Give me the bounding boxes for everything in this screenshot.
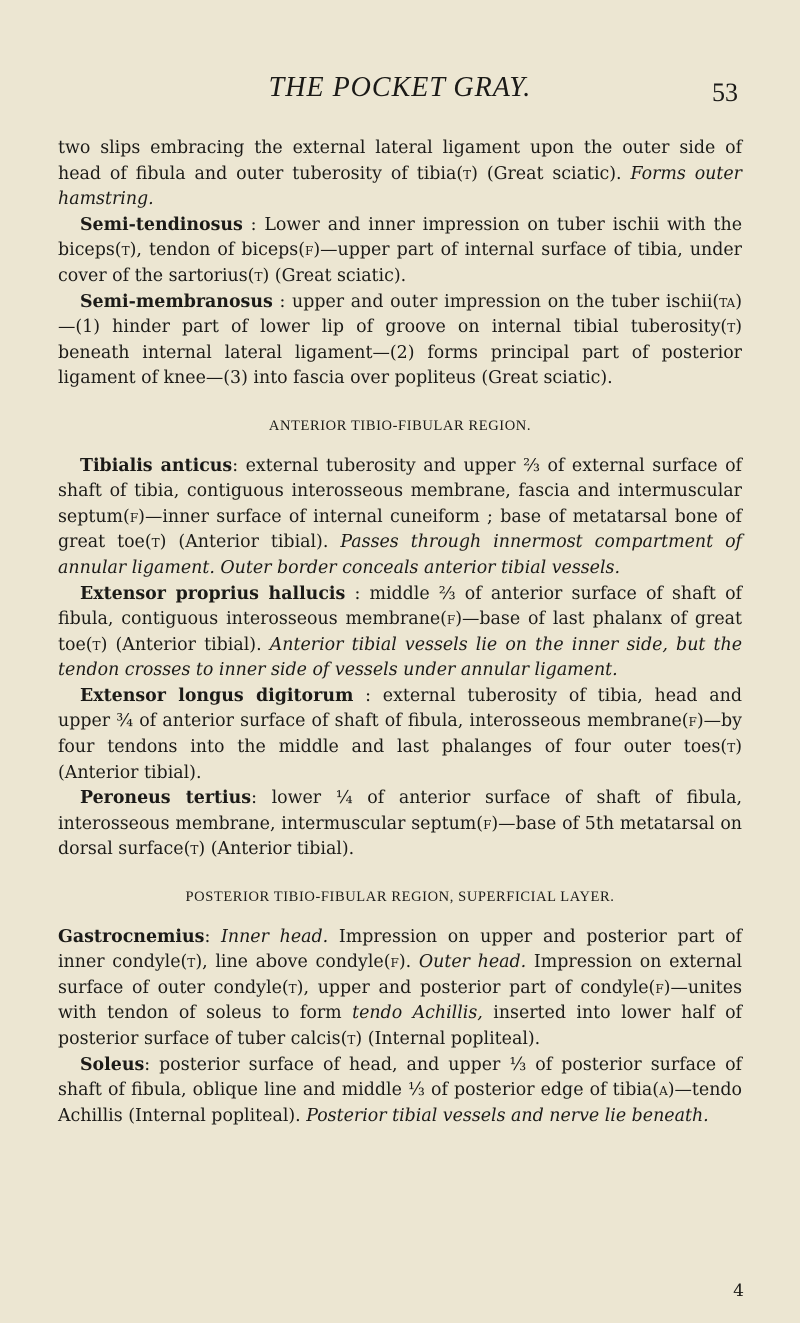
- entry-tibialis-anticus: [58, 454, 742, 582]
- signature-mark: 4: [733, 1281, 744, 1301]
- note-italic: Forms outer hamstring.: [58, 163, 742, 210]
- text-run: : middle: [345, 583, 439, 604]
- text-run: ) (Internal popliteal).: [355, 1029, 541, 1049]
- note-italic: Posterior tibial vessels and nerve lie beneath.: [306, 1105, 709, 1126]
- text-run: inserted into lower half of posterior surface of tuber calcis(: [58, 1003, 742, 1049]
- text-run: of posterior edge of tibia(: [424, 1080, 660, 1101]
- text-run: : external tuberosity of tibia, head and upper: [58, 685, 743, 732]
- fraction: ¾: [116, 711, 134, 732]
- note-italic: Passes through innermost compartment of annular ligament. Outer border conceals anterior tibial vessels.: [58, 532, 742, 578]
- text-run: of anterior surface of shaft of fibula, interosseous membrane, intermuscular septum(: [58, 788, 742, 834]
- muscle-name: Peroneus tertius: [80, 788, 252, 809]
- origin-mark: a: [659, 1080, 668, 1101]
- text-run: ) (Anterior tibial).: [58, 737, 742, 783]
- origin-mark: t: [187, 952, 196, 973]
- text-run: of anterior surface of shaft of fibula, interosseous membrane(: [133, 711, 689, 732]
- insertion-mark: f: [688, 711, 697, 732]
- text-run: )—inner surface of internal cuneiform ; base of metatarsal bone of great toe(: [58, 506, 742, 553]
- muscle-name: Extensor proprius hallucis: [80, 583, 346, 604]
- entry-semi-tendinosus: [58, 213, 742, 290]
- text-run: : Lower and inner impression on tuber ischii with the biceps(: [58, 214, 742, 261]
- muscle-name: Gastrocnemius: [58, 926, 205, 947]
- origin-mark: t: [121, 240, 130, 261]
- note-italic: Inner head.: [221, 926, 329, 947]
- origin-mark: t: [463, 163, 472, 184]
- origin-mark: ta: [719, 291, 736, 312]
- fraction: ⅓: [509, 1054, 527, 1075]
- origin-mark: t: [190, 839, 199, 860]
- text-run: ) (Anterior tibial).: [159, 532, 341, 553]
- entry-peroneus-tertius: [58, 786, 742, 863]
- entry-extensor-longus-digitorum: [58, 684, 742, 786]
- text-run: :: [204, 926, 222, 947]
- text-run: ) (Anterior tibial).: [198, 839, 355, 860]
- note-italic: Outer head.: [418, 952, 527, 973]
- section-heading: POSTERIOR TIBIO-FIBULAR REGION, SUPERFICIAL LAYER.: [185, 889, 615, 906]
- text-run: ).: [398, 952, 419, 973]
- text-run: )—base of 5th metatarsal on dorsal surface(: [58, 813, 742, 860]
- muscle-name: Extensor longus digitorum: [80, 685, 354, 706]
- section-heading: ANTERIOR TIBIO-FIBULAR REGION.: [268, 417, 532, 434]
- note-italic: tendo Achillis,: [352, 1003, 483, 1024]
- text-run: of external surface of shaft of tibia, contiguous interosseous membrane, fascia and intermuscular septum(: [58, 455, 742, 527]
- origin-mark: t: [727, 737, 736, 758]
- insertion-mark: f: [655, 977, 664, 998]
- text-run: ) (Great sciatic).: [471, 163, 631, 184]
- text-run: : lower: [251, 788, 336, 809]
- text-run: Impression on external surface of outer condyle(: [58, 952, 743, 998]
- text-run: two slips embracing the external lateral ligament upon the outer side of head of fibula and outer tuberosity of tibia(: [58, 138, 742, 184]
- paragraph-continuation: [58, 136, 742, 213]
- text-run: : upper and outer impression on the tuber ischii(: [272, 291, 720, 312]
- fraction: ⅔: [438, 583, 456, 604]
- origin-mark: t: [288, 977, 297, 998]
- muscle-name: Soleus: [80, 1054, 145, 1075]
- insertion-mark: f: [390, 952, 399, 973]
- running-head: THE POCKET GRAY.: [268, 72, 532, 103]
- insertion-mark: f: [305, 240, 314, 261]
- text-run: : posterior surface of head, and upper: [144, 1054, 510, 1075]
- text-run: ) (Anterior tibial).: [100, 634, 270, 655]
- text-run: )—(1) hinder part of lower lip of groove on internal tibial tuberosity(: [58, 291, 742, 338]
- text-run: Impression on upper and posterior part of inner condyle(: [58, 926, 742, 973]
- fraction: ¼: [335, 788, 353, 809]
- insertion-mark: f: [129, 506, 139, 527]
- text-run: ), tendon of biceps(: [129, 240, 305, 261]
- origin-mark: t: [727, 317, 736, 338]
- text-run: ) (Great sciatic).: [262, 265, 407, 286]
- fraction: ⅓: [408, 1080, 425, 1101]
- text-run: : external tuberosity and upper: [232, 455, 524, 476]
- origin-mark: t: [254, 265, 263, 286]
- entry-extensor-proprius-hallucis: [58, 582, 742, 684]
- text-run: of posterior surface of shaft of fibula, oblique line and middle: [58, 1054, 742, 1101]
- text-run: ) beneath internal lateral ligament—(2) forms principal part of posterior ligament of knee—(3) into fascia over popliteus (Great sciatic).: [58, 317, 742, 389]
- origin-mark: t: [92, 634, 101, 655]
- text-run: )—base of last phalanx of great toe(: [58, 609, 743, 655]
- text-run: )—upper part of internal surface of tibia, under cover of the sartorius(: [58, 240, 742, 286]
- body-text: [58, 136, 742, 1129]
- muscle-name: Semi-tendinosus: [80, 214, 243, 235]
- text-run: ), upper and posterior part of condyle(: [296, 977, 656, 998]
- origin-mark: t: [151, 532, 160, 553]
- origin-mark: t: [347, 1029, 356, 1049]
- entry-semi-membranosus: [58, 290, 742, 392]
- note-italic: Anterior tibial vessels lie on the inner side, but the tendon crosses to inner side of vessels under annular ligament.: [58, 634, 743, 681]
- entry-soleus: [58, 1053, 742, 1130]
- muscle-name: Semi-membranosus: [80, 291, 273, 312]
- text-run: ), line above condyle(: [195, 952, 391, 973]
- insertion-mark: f: [483, 813, 492, 834]
- text-run: )—tendo Achillis (Internal popliteal).: [58, 1080, 742, 1126]
- insertion-mark: f: [446, 609, 456, 630]
- text-run: )—unites with tendon of soleus to form: [58, 977, 742, 1024]
- fraction: ⅔: [523, 455, 540, 476]
- text-run: of anterior surface of shaft of fibula, contiguous interosseous membrane(: [58, 583, 742, 630]
- page-number: 53: [712, 78, 738, 107]
- muscle-name: Tibialis anticus: [80, 455, 233, 476]
- text-run: )—by four tendons into the middle and last phalanges of four outer toes(: [58, 711, 742, 758]
- entry-gastrocnemius: [58, 925, 742, 1053]
